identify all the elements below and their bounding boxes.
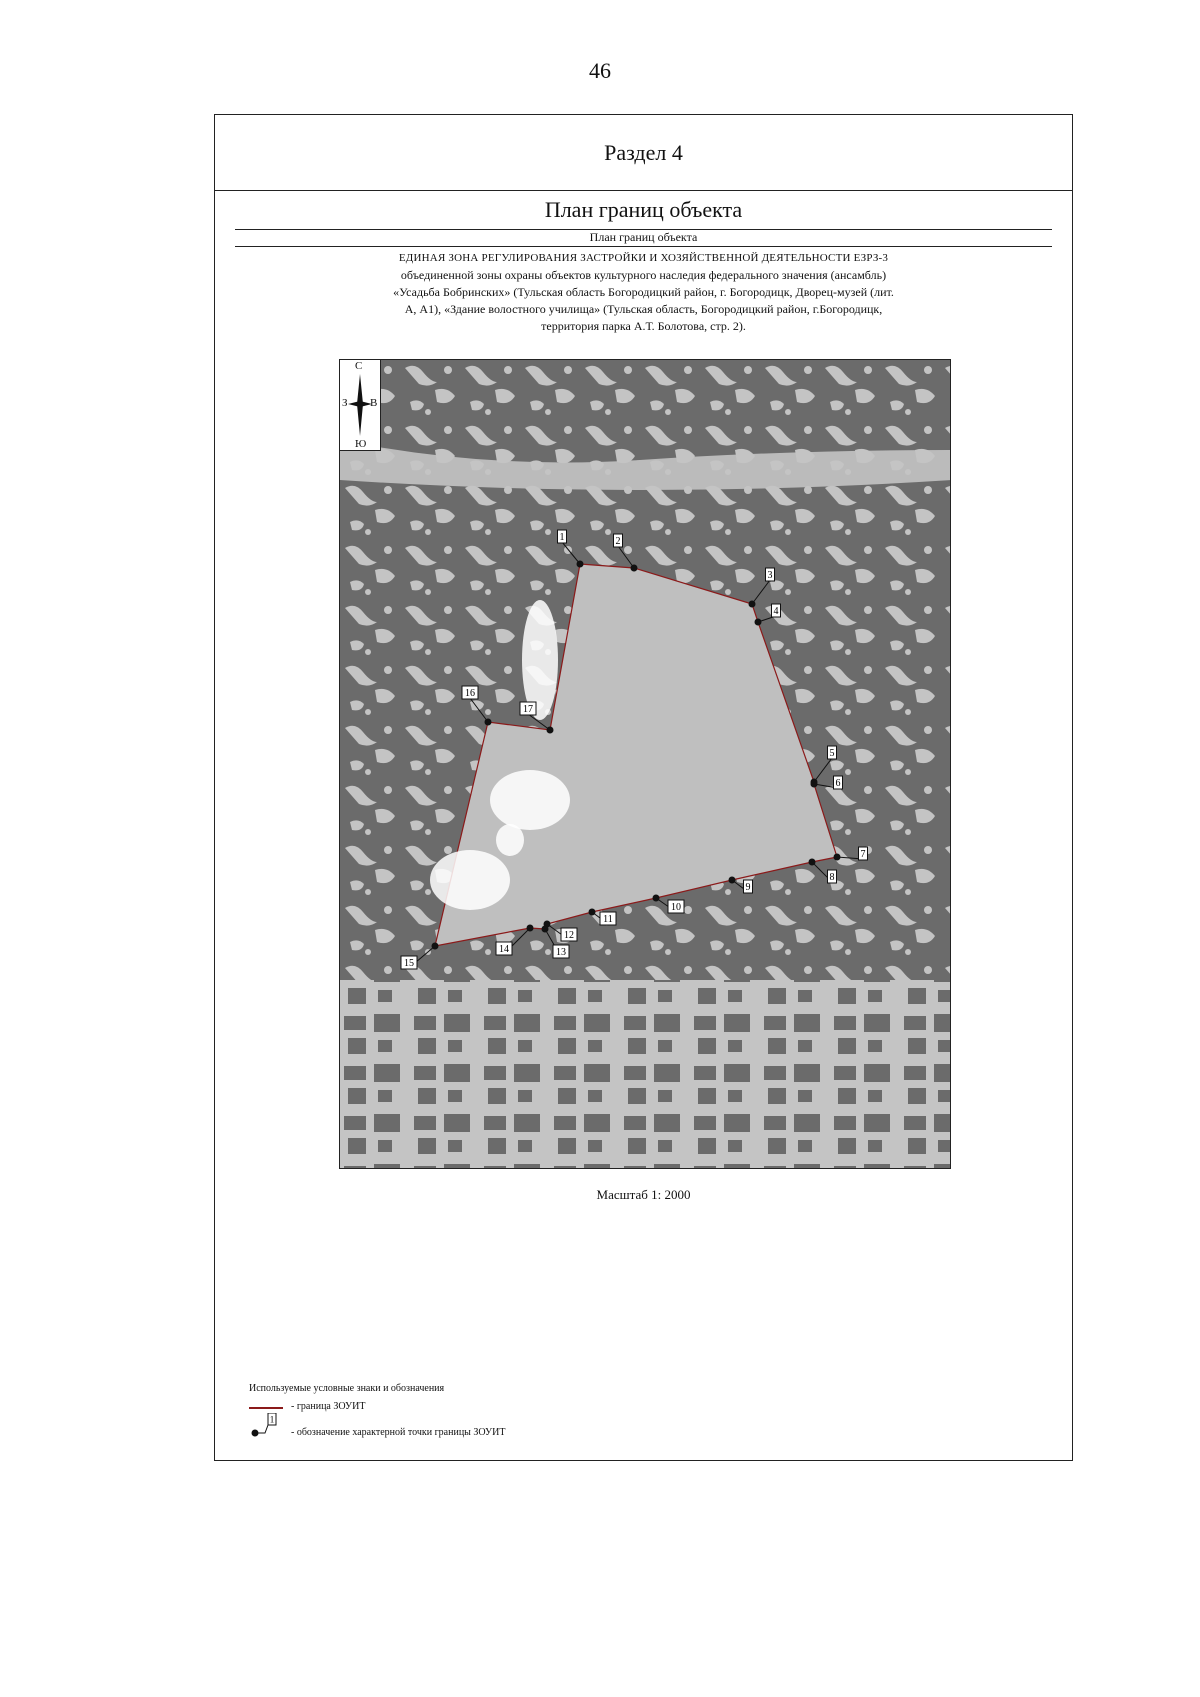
- compass-east: В: [370, 397, 378, 409]
- clearing-area: [496, 824, 524, 856]
- urban-area: [340, 980, 951, 1169]
- object-title: [315, 250, 972, 335]
- point-label: 15: [404, 958, 414, 969]
- point-label: 7: [860, 849, 866, 860]
- point-marker: [749, 601, 756, 608]
- point-marker: [809, 859, 816, 866]
- point-marker: [834, 854, 841, 861]
- legend-point-sample: 1: [269, 1414, 275, 1425]
- point-label: 6: [835, 778, 841, 789]
- page-number: 46: [589, 58, 611, 83]
- point-marker: [811, 781, 818, 788]
- point-label: 9: [745, 882, 751, 893]
- point-marker: [577, 561, 584, 568]
- point-label: 2: [615, 536, 621, 547]
- point-marker: [527, 925, 534, 932]
- point-label: 5: [829, 748, 835, 759]
- clearing-area: [430, 850, 510, 910]
- point-label: 17: [523, 704, 533, 715]
- section-title: Раздел 4: [215, 115, 1072, 191]
- point-label: 16: [465, 688, 475, 699]
- legend-title: Используемые условные знаки и обозначения: [249, 1383, 445, 1394]
- legend-boundary-label: - граница ЗОУИТ: [291, 1401, 366, 1412]
- object-title-line: «Усадьба Бобринских» (Тульская область Богородицкий район, г. Богородицк, Дворец-музей (лит.: [393, 285, 894, 299]
- plan-heading: План границ объекта: [544, 197, 743, 222]
- legend-point-symbol: [249, 1413, 289, 1439]
- point-marker: [729, 877, 736, 884]
- document-frame: [214, 114, 1073, 1461]
- compass-west: З: [342, 397, 348, 409]
- point-marker: [653, 895, 660, 902]
- point-label: 4: [773, 606, 779, 617]
- point-marker: [485, 719, 492, 726]
- object-title-line: А, А1), «Здание волостного училища» (Тульская область, Богородицкий район, г.Богородицк,: [404, 302, 883, 316]
- point-label: 12: [564, 930, 574, 941]
- point-label: 11: [603, 914, 613, 925]
- legend-point-label: - обозначение характерной точки границы ЗОУИТ: [291, 1427, 506, 1438]
- point-label: 8: [829, 872, 835, 883]
- map-canvas: [340, 360, 951, 1169]
- point-label: 13: [556, 947, 566, 958]
- divider: [235, 246, 1052, 247]
- legend-boundary-symbol: [249, 1407, 283, 1409]
- north-arrow: [340, 360, 381, 451]
- point-marker: [631, 565, 638, 572]
- map-scale: Масштаб 1: 2000: [596, 1187, 691, 1202]
- point-label: 3: [767, 570, 773, 581]
- object-title-line: объединенной зоны охраны объектов культурного наследия федерального значения (ансамбль): [400, 268, 887, 282]
- map-area: [339, 359, 951, 1169]
- object-title-line: территория парка А.Т. Болотова, стр. 2).: [541, 319, 746, 333]
- clearing-area: [490, 770, 570, 830]
- point-marker: [542, 926, 549, 933]
- point-label: 14: [499, 944, 509, 955]
- point-marker: [589, 909, 596, 916]
- point-label: 1: [559, 532, 565, 543]
- map-subtitle: План границ объекта: [589, 230, 698, 244]
- point-label: 10: [671, 902, 681, 913]
- compass-north: С: [355, 360, 363, 372]
- point-marker: [432, 943, 439, 950]
- point-marker: [755, 619, 762, 626]
- compass-south: Ю: [355, 438, 367, 450]
- point-marker: [547, 727, 554, 734]
- object-title-line: ЕДИНАЯ ЗОНА РЕГУЛИРОВАНИЯ ЗАСТРОЙКИ И ХОЗЯЙСТВЕННОЙ ДЕЯТЕЛЬНОСТИ ЕЗРЗ-3: [398, 252, 889, 264]
